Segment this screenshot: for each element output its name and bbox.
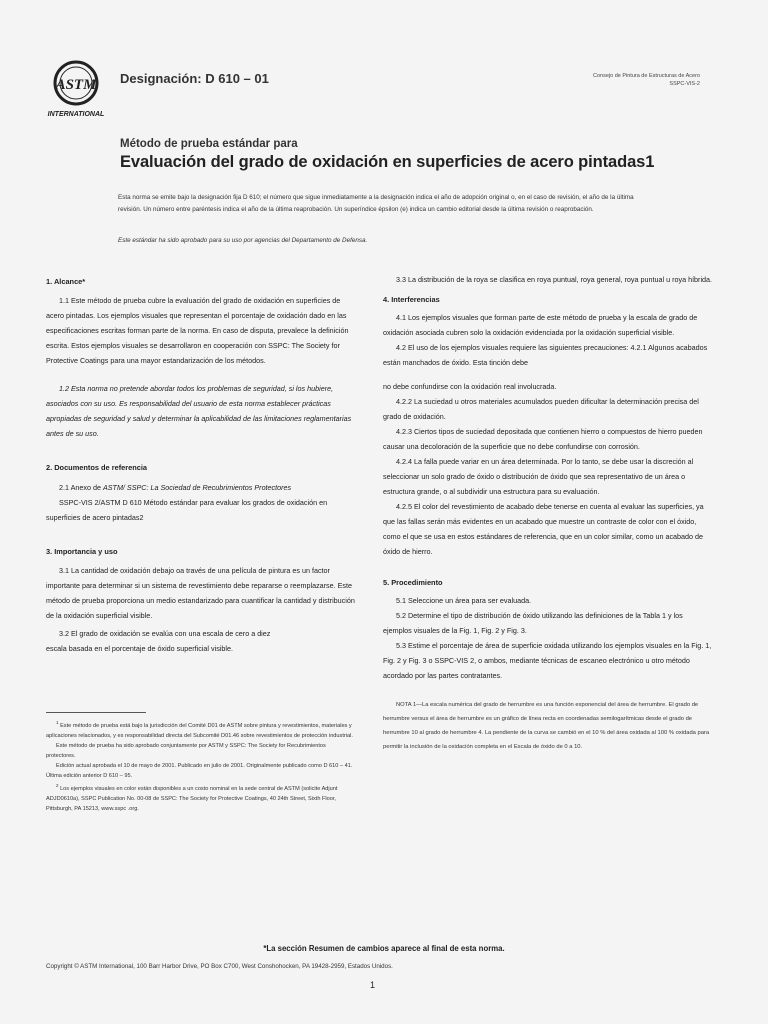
page-number: 1 (369, 980, 375, 990)
paragraph-3-1: 3.1 La cantidad de oxidación debajo oa través de una película de pintura es un factor importante para determinar si un sistema de revestimiento debe repararse o reemplazarse. Este método de prueba proporciona un medio estandarizado para cuantificar la cantidad y distribución de la oxidación superficial visible. (46, 566, 355, 620)
footnote-2 (46, 781, 356, 814)
astm-logo (40, 58, 112, 120)
designation: Designación: D 610 – 01 (120, 71, 269, 86)
paragraph-2-1-ref: ASTM/ SSPC: La Sociedad de Recubrimientos Protectores (102, 483, 292, 492)
paragraph-4-2: 4.2 El uso de los ejemplos visuales requiere las siguientes precauciones: 4.2.1 Algunos acabados están manchados de óxido. Esta tinción debe (383, 343, 708, 367)
issuance-note: Esta norma se emite bajo la designación fija D 610; el número que sigue inmediatamente a la designación indica el año de adopción original o, en el caso de revisión, el año de la última revisión. Un número entre paréntesis indica el año de la última reaprobación. Un superíndice épsilon (e) indica un cambio editorial desde la última revisión o reaprobación. (118, 194, 634, 213)
section-1-heading: 1. Alcance* (46, 277, 86, 286)
council-note (520, 72, 700, 88)
paragraph-1-2: 1.2 Esta norma no pretende abordar todos los problemas de seguridad, si los hubiere, asociados con su uso. Es responsabilidad del usuario de esta norma establecer prácticas apropiadas de seguridad y salud y determinar la aplicabilidad de las limitaciones reglamentarias antes de su uso. (46, 384, 352, 438)
paragraph-4-2-5: 4.2.5 El color del revestimiento de acabado debe tenerse en cuenta al evaluar las superficies, ya que las fallas serán más evidentes en un acabado que muestre un contraste de color con el óxido, como el que se usa en estos estándares de referencia, que en un color similar, como un acabado de óxido de hierro. (383, 502, 704, 556)
footnote-2-mark: 2 (56, 782, 59, 788)
council-line-2: SSPC-VIS-2 (669, 81, 700, 87)
svg-text:ASTM: ASTM (55, 77, 97, 93)
right-column (383, 272, 713, 754)
paragraph-3-3: 3.3 La distribución de la roya se clasifica en roya puntual, roya general, roya puntual u roya híbrida. (396, 275, 713, 284)
footnote-1-mark: 1 (56, 720, 59, 725)
paragraph-4-2-2: 4.2.2 La suciedad u otros materiales acumulados pueden dificultar la determinación precisa del grado de oxidación. (383, 397, 699, 421)
footnote-2-text: Los ejemplos visuales en color están disponibles a un costo nominal en la sede central de ASTM (solicite Adjunt ADJD0610a), SSPC Publication No. 00-08 de SSPC: The Society for Protective Coatings, 40 24th Street, Sixth Floor, Pittsburgh, PA 15213, www.sspc .org. (46, 785, 338, 812)
footnote-divider (46, 712, 146, 713)
paragraph-5-2: 5.2 Determine el tipo de distribución de óxido utilizando las definiciones de la Tabla 1 y los ejemplos visuales de la Fig. 1, Fig. 2 y Fig. 3. (383, 611, 683, 635)
paragraph-4-2-3: 4.2.3 Ciertos tipos de suciedad depositada que contienen hierro o compuestos de hierro pueden causar una decoloración de la superficie que no debe confundirse con corrosión. (383, 427, 703, 451)
section-3-heading: 3. Importancia y uso (46, 547, 118, 556)
document-title: Evaluación del grado de oxidación en superficies de acero pintadas1 (120, 153, 655, 171)
section-5-heading: 5. Procedimiento (383, 578, 443, 587)
astm-logo-icon (40, 58, 112, 120)
paragraph-4-2-4: 4.2.4 La falla puede variar en un área determinada. Por lo tanto, se debe usar la discreción al seleccionar un solo grado de óxido o distribución de óxido que sea representativo de un área o estructura grande, o al subdividir una estructura para su evaluación. (383, 457, 694, 496)
section-4-heading: 4. Interferencias (383, 295, 440, 304)
footnote-1-edition: Edición actual aprobada el 10 de mayo de 2001. Publicado en julio de 2001. Originalmente publicado como D 610 – 41. Última edición anterior D 610 – 95. (46, 762, 353, 779)
paragraph-2-1-ref-title: SSPC-VIS 2/ASTM D 610 Método estándar para evaluar los grados de oxidación en superficies de acero pintadas2 (46, 498, 328, 522)
left-column (46, 274, 356, 656)
footnote-1-joint-approval: Este método de prueba ha sido aprobado conjuntamente por ASTM y SSPC: The Society for Recubrimientos protectores. (46, 742, 326, 759)
section-2-heading: 2. Documentos de referencia (46, 463, 148, 472)
council-line-1: Consejo de Pintura de Estructuras de Acero (592, 73, 700, 79)
paragraph-5-3: 5.3 Estime el porcentaje de área de superficie oxidada utilizando los ejemplos visuales en la Fig. 1, Fig. 2 y Fig. 3 o SSPC-VIS 2, o ambos, mediante técnicas de escaneo electrónico u otro método acordado por las partes contratantes. (383, 641, 712, 680)
dod-approval-note: Este estándar ha sido aprobado para su uso por agencias del Departamento de Defensa. (118, 237, 368, 244)
note-1: NOTA 1—La escala numérica del grado de herrumbre es una función exponencial del área de herrumbre. El grado de herrumbre versus el área de herrumbre es un gráfico de línea recta en coordenadas semilogarítmicas desde el grado de herrumbre 10 al grado de herrumbre 4. La pendiente de la curva se cambió en el 10 % del área oxidada al 100 % oxidada para permitir la inclusión de la oxidación completa en el Escala de óxido de 0 a 10. (383, 702, 710, 750)
svg-text:INTERNATIONAL: INTERNATIONAL (47, 111, 105, 118)
paragraph-2-1-lead: 2.1 Anexo de (59, 483, 103, 492)
paragraph-4-2-cont: no debe confundirse con la oxidación real involucrada. (383, 382, 557, 391)
footnote-1-text: Este método de prueba está bajo la jurisdicción del Comité D01 de ASTM sobre pintura y revestimientos, materiales y aplicaciones relacionados, y es responsabilidad directa del Subcomité D01.46 sobre revestimientos de protección industrial. (46, 722, 353, 739)
footnotes (46, 718, 356, 814)
paragraph-3-2-cont: escala basada en el porcentaje de óxido superficial visible. (46, 644, 233, 653)
paragraph-5-1: 5.1 Seleccione un área para ser evaluada. (396, 596, 532, 605)
paragraph-3-2: 3.2 El grado de oxidación se evalúa con una escala de cero a diez (59, 629, 271, 638)
document-subtitle: Método de prueba estándar para (120, 138, 298, 150)
summary-of-changes-note: *La sección Resumen de cambios aparece al final de esta norma. (263, 944, 505, 953)
paragraph-4-1: 4.1 Los ejemplos visuales que forman parte de este método de prueba y la escala de grado de oxidación asociada cubren solo la oxidación evidenciada por la oxidación superficial visible. (383, 313, 698, 337)
paragraph-2-1 (46, 480, 356, 495)
footnote-1 (46, 718, 356, 741)
paragraph-1-1: 1.1 Este método de prueba cubre la evaluación del grado de oxidación en superficies de acero pintadas. Los ejemplos visuales que representan el porcentaje de oxidación dado en las especificaciones escritas forman parte de la norma. En caso de disputa, prevalece la definición escrita. Estos ejemplos visuales se desarrollaron en cooperación con SSPC: The Society for Protective Coatings para una mayor estandarización de los métodos. (46, 296, 349, 365)
copyright: Copyright © ASTM International, 100 Barr Harbor Drive, PO Box C700, West Conshohocken, PA 19428-2959, Estados Unidos. (46, 963, 393, 970)
